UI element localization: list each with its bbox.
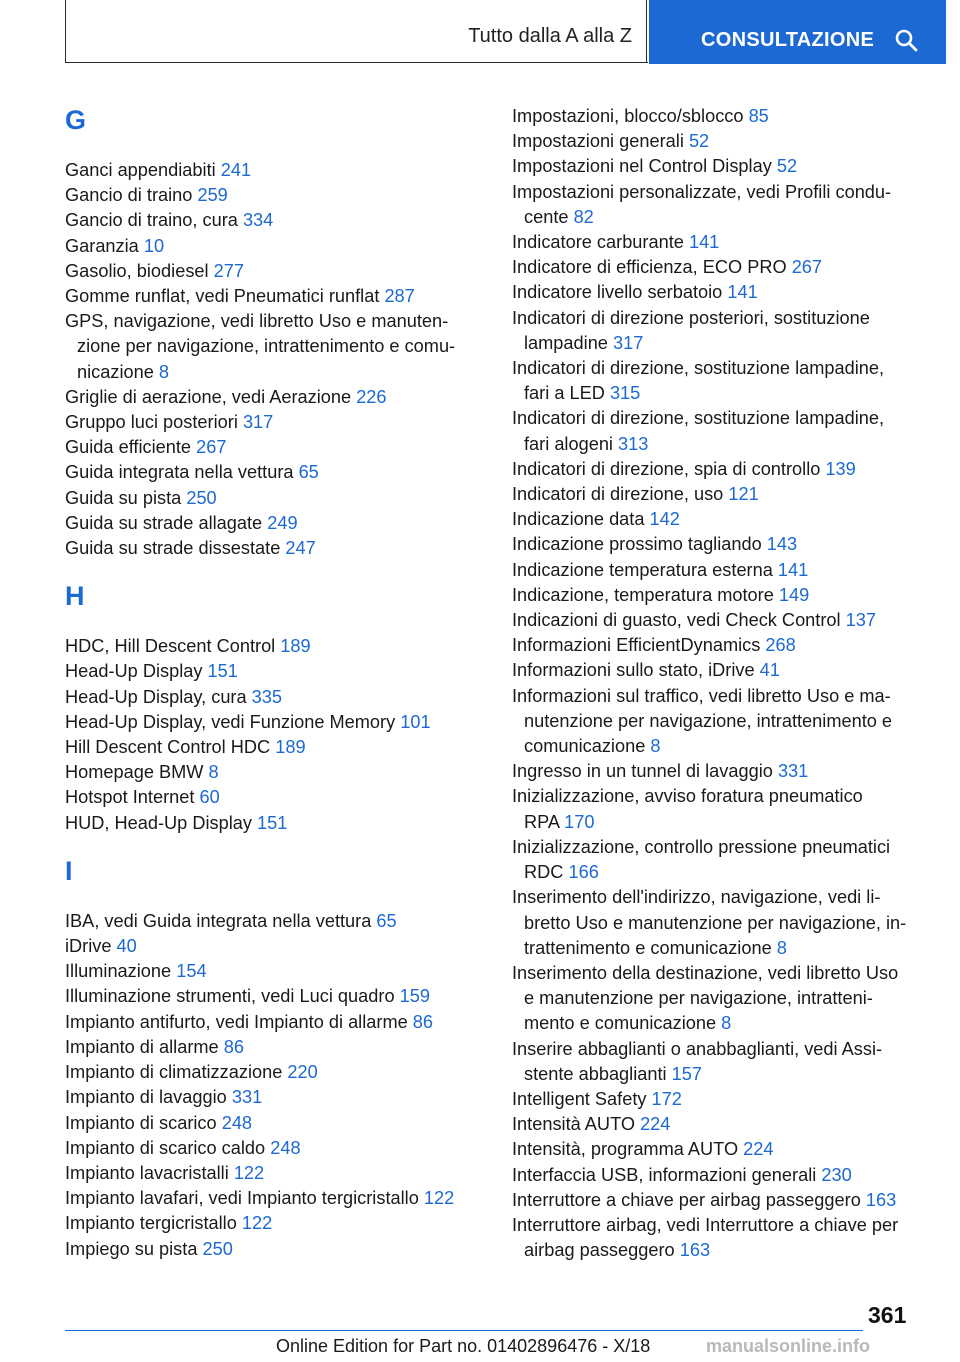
entry-text: Guida su strade dissestate [65, 538, 281, 559]
section-letter: I [65, 855, 73, 886]
page-link[interactable]: 122 [423, 1188, 455, 1209]
page-link[interactable]: 317 [242, 412, 274, 433]
index-entry [512, 255, 932, 280]
page-link[interactable]: 149 [778, 584, 810, 605]
entry-text: HUD, Head-Up Display [65, 812, 252, 833]
index-entry [65, 1136, 485, 1161]
index-entry [512, 507, 932, 532]
index-entry [65, 959, 485, 984]
index-entry [512, 532, 932, 557]
entry-text: Indicatori di direzione posteriori, sostituzione [512, 307, 870, 328]
page-link[interactable]: 8 [776, 937, 787, 958]
entry-text: Indicatori di direzione, sostituzione lampadine, [512, 358, 885, 379]
index-entry [65, 385, 485, 410]
index-column-left [65, 100, 485, 1262]
entry-text: Impianto di climatizzazione [65, 1062, 283, 1083]
page-link[interactable]: 154 [176, 961, 207, 982]
entry-text: Inizializzazione, avviso foratura pneumatico [512, 786, 863, 807]
entry-text: Indicatore livello serbatoio [512, 282, 723, 303]
page-link[interactable]: 189 [275, 737, 306, 758]
entry-text: Indicatori di direzione, spia di controllo [512, 458, 821, 479]
entry-text: Impiego su pista [65, 1238, 198, 1259]
entry-text: Guida integrata nella vettura [65, 462, 294, 483]
page-link[interactable]: 122 [241, 1213, 273, 1234]
index-entry [512, 759, 932, 784]
page-link[interactable]: 331 [777, 761, 809, 782]
index-entry [65, 634, 485, 659]
index-entry [65, 811, 485, 836]
entry-text: Head-Up Display, vedi Funzione Memory [65, 711, 396, 732]
page-link[interactable]: 248 [270, 1137, 301, 1158]
index-entry [65, 460, 485, 485]
index-entry [512, 835, 932, 885]
index-entry [65, 785, 485, 810]
entry-text: GPS, navigazione, vedi libretto Uso e manuten- [65, 311, 449, 332]
page-link[interactable]: 8 [208, 762, 219, 783]
entry-text: Impianto lavafari, vedi Impianto tergicristallo [65, 1188, 419, 1209]
page-link[interactable]: 259 [197, 185, 228, 206]
page-link[interactable]: 122 [233, 1162, 265, 1183]
entry-text: Indicazione prossimo tagliando [512, 534, 762, 555]
index-entry [512, 684, 932, 760]
entry-text: Impostazioni nel Control Display [512, 156, 772, 177]
page-link[interactable]: 8 [158, 361, 170, 382]
index-entry [65, 511, 485, 536]
entry-text: Illuminazione [65, 961, 172, 982]
index-entry [65, 1211, 485, 1236]
index-entry [65, 536, 485, 561]
entry-text: Informazioni sullo stato, iDrive [512, 660, 755, 681]
page-link[interactable]: 331 [231, 1087, 263, 1108]
page-link[interactable]: 334 [242, 210, 274, 231]
page-link[interactable]: 226 [356, 386, 387, 407]
index-entry [512, 406, 932, 456]
entry-text: Impostazioni generali [512, 131, 684, 152]
entry-text: trattenimento e comunicazione [524, 937, 772, 958]
index-entry [512, 482, 932, 507]
page-link[interactable]: 159 [399, 986, 430, 1007]
index-entry [65, 208, 485, 233]
page-link[interactable]: 60 [199, 787, 220, 808]
entry-text: Indicazioni di guasto, vedi Check Control [512, 610, 841, 631]
page-link[interactable]: 268 [765, 635, 796, 656]
index-entry [65, 1237, 485, 1262]
index-entry [65, 284, 485, 309]
entry-text: Gancio di traino, cura [65, 210, 238, 231]
entry-text: nutenzione per navigazione, intrattenimento e [524, 710, 893, 731]
section-letter: G [65, 105, 87, 135]
entry-text: Impianto di allarme [65, 1036, 219, 1057]
entry-text: iDrive [65, 936, 112, 957]
index-entry [512, 1163, 932, 1188]
page-link[interactable]: 86 [412, 1011, 433, 1032]
entry-text: Interruttore a chiave per airbag passeggero [512, 1189, 861, 1210]
page-link[interactable]: 151 [207, 661, 238, 682]
index-entry [65, 259, 485, 284]
tab-consultazione-label: CONSULTAZIONE [701, 29, 875, 51]
entry-text: Guida su strade allagate [65, 512, 263, 533]
index-entry [512, 583, 932, 608]
entry-text: Head-Up Display [65, 661, 203, 682]
header-tabs [65, 0, 946, 64]
entry-text: Interfaccia USB, informazioni generali [512, 1164, 817, 1185]
index-entry [512, 180, 932, 230]
index-entry [65, 1186, 485, 1211]
page-link[interactable]: 277 [213, 260, 244, 281]
page-link[interactable]: 313 [618, 433, 649, 454]
entry-text: Indicatori di direzione, uso [512, 484, 724, 505]
entry-text: Impianto di scarico caldo [65, 1137, 266, 1158]
page-link[interactable]: 121 [728, 484, 759, 505]
entry-text: Griglie di aerazione, vedi Aerazione [65, 386, 352, 407]
index-entry [65, 183, 485, 208]
index-entry [65, 1111, 485, 1136]
page-link[interactable]: 248 [221, 1112, 253, 1133]
entry-text: Impianto antifurto, vedi Impianto di allarme [65, 1011, 408, 1032]
page-link[interactable]: 141 [777, 559, 809, 580]
footer-divider [65, 1330, 863, 1331]
index-entry [512, 1137, 932, 1162]
entry-text: Ganci appendiabiti [65, 160, 216, 180]
entry-text: comunicazione [524, 736, 646, 757]
entry-text: Indicazione data [512, 509, 645, 530]
index-entry [65, 1035, 485, 1060]
entry-text: e manutenzione per navigazione, intratteni- [524, 988, 873, 1009]
entry-text: Intensità AUTO [512, 1114, 635, 1135]
entry-text: bretto Uso e manutenzione per navigazione, in- [524, 912, 907, 933]
page-link[interactable]: 315 [609, 383, 641, 404]
page-link[interactable]: 142 [649, 509, 680, 530]
entry-text: Inserimento dell'indirizzo, navigazione, vedi li- [512, 887, 881, 908]
tab-consultazione[interactable] [649, 0, 946, 64]
entry-text: Illuminazione strumenti, vedi Luci quadro [65, 986, 395, 1007]
entry-text: Interruttore airbag, vedi Interruttore a chiave per [512, 1214, 899, 1235]
page-link[interactable]: 8 [650, 736, 661, 757]
index-entry [512, 230, 932, 255]
entry-text: Indicatori di direzione, sostituzione lampadine, [512, 408, 885, 429]
entry-text: Impianto di lavaggio [65, 1087, 227, 1108]
entry-text: zione per navigazione, intrattenimento e comu- [77, 336, 456, 357]
page-link[interactable]: 139 [825, 458, 856, 479]
index-entry [65, 909, 485, 934]
index-entry [65, 234, 485, 259]
footer-edition: Online Edition for Part no. 01402896476 - X/18 [276, 1336, 651, 1356]
watermark: manualsonline.info [706, 1336, 871, 1356]
index-entry [512, 608, 932, 633]
entry-text: Informazioni EfficientDynamics [512, 635, 761, 656]
index-entry [512, 633, 932, 658]
page-link[interactable]: 141 [727, 282, 758, 303]
page-link[interactable]: 52 [776, 156, 798, 177]
page-link[interactable]: 267 [196, 437, 227, 458]
entry-text: Informazioni sul traffico, vedi libretto Uso e ma- [512, 685, 891, 706]
index-entry [512, 129, 932, 154]
index-entry [512, 1213, 932, 1263]
entry-text: Guida su pista [65, 487, 182, 508]
page-link[interactable]: 151 [257, 812, 288, 833]
entry-text: Hill Descent Control HDC [65, 737, 271, 758]
index-entry [65, 158, 485, 183]
page-link[interactable]: 40 [116, 936, 137, 957]
index-entry [512, 1112, 932, 1137]
page-link[interactable]: 224 [743, 1139, 774, 1160]
index-entry [512, 356, 932, 406]
page-link[interactable]: 241 [220, 160, 252, 180]
page-link[interactable]: 65 [298, 462, 319, 483]
entry-text: Intelligent Safety [512, 1088, 647, 1109]
entry-text: fari a LED [524, 383, 605, 404]
index-entry [512, 658, 932, 683]
index-entry [512, 961, 932, 1037]
entry-text: lampadine [524, 332, 608, 353]
index-entry [65, 685, 485, 710]
index-entry [512, 306, 932, 356]
page-link[interactable]: 224 [640, 1114, 671, 1135]
page-link[interactable]: 163 [679, 1240, 711, 1261]
index-entry [512, 885, 932, 961]
entry-text: Intensità, programma AUTO [512, 1139, 739, 1160]
page-link[interactable]: 172 [651, 1088, 682, 1109]
entry-text: Hotspot Internet [65, 787, 195, 808]
entry-text: Impostazioni personalizzate, vedi Profili condu- [512, 181, 892, 202]
entry-text: Indicatore carburante [512, 232, 684, 253]
index-entry [65, 1010, 485, 1035]
entry-text: Head-Up Display, cura [65, 686, 247, 707]
entry-text: nicazione [77, 361, 154, 382]
entry-text: IBA, vedi Guida integrata nella vettura [65, 910, 372, 931]
index-entry [512, 1188, 932, 1213]
page-number: 361 [868, 1302, 907, 1328]
page-link[interactable]: 8 [721, 1013, 732, 1034]
index-entry [65, 1060, 485, 1085]
entry-text: Indicazione, temperatura motore [512, 584, 774, 605]
page-link[interactable]: 220 [287, 1062, 318, 1083]
entry-text: Ingresso in un tunnel di lavaggio [512, 761, 773, 782]
page-link[interactable]: 250 [202, 1238, 233, 1259]
entry-text: Inserire abbaglianti o anabbaglianti, vedi Assi- [512, 1038, 883, 1059]
entry-text: cente [524, 206, 569, 227]
index-entry [65, 435, 485, 460]
page-link[interactable]: 249 [267, 512, 298, 533]
entry-text: Inserimento della destinazione, vedi libretto Uso [512, 962, 899, 983]
tab-tutto-dalla-a-alla-z[interactable]: Tutto dalla A alla Z [453, 0, 647, 62]
entry-text: RPA [524, 811, 560, 832]
index-entry [65, 710, 485, 735]
index-entry [65, 735, 485, 760]
index-entry [512, 784, 932, 834]
page-link[interactable]: 267 [791, 257, 823, 278]
page-link[interactable]: 335 [251, 686, 283, 707]
index-entry [512, 457, 932, 482]
entry-text: stente abbaglianti [524, 1063, 667, 1084]
page-link[interactable]: 82 [573, 206, 594, 227]
entry-text: Impianto tergicristallo [65, 1213, 237, 1234]
entry-text: Indicazione temperatura esterna [512, 559, 773, 580]
entry-text: Impianto di scarico [65, 1112, 217, 1133]
index-entry [65, 984, 485, 1009]
page-link[interactable]: 157 [671, 1063, 703, 1084]
page-link[interactable]: 287 [384, 286, 415, 307]
index-entry [65, 1161, 485, 1186]
entry-text: fari alogeni [524, 433, 613, 454]
index-entry [512, 1087, 932, 1112]
entry-text: Gasolio, biodiesel [65, 260, 209, 281]
page-link[interactable]: 250 [186, 487, 217, 508]
index-entry [512, 558, 932, 583]
index-column-right [512, 104, 932, 1263]
entry-text: Guida efficiente [65, 437, 192, 458]
entry-text: HDC, Hill Descent Control [65, 636, 276, 657]
index-entry [512, 1037, 932, 1087]
page-link[interactable]: 166 [568, 862, 599, 883]
page-link[interactable]: 143 [766, 534, 798, 555]
page-link[interactable]: 170 [564, 811, 595, 832]
index-entry [65, 410, 485, 435]
search-icon[interactable] [894, 28, 918, 52]
page-link[interactable]: 317 [612, 332, 644, 353]
entry-text: Homepage BMW [65, 762, 204, 783]
entry-text: Impostazioni, blocco/sblocco [512, 106, 744, 126]
entry-text: Impianto lavacristalli [65, 1162, 229, 1183]
entry-text: mento e comunicazione [524, 1013, 717, 1034]
index-entry [65, 309, 485, 385]
index-entry [65, 659, 485, 684]
index-entry [512, 280, 932, 305]
section-letter: H [65, 581, 85, 612]
page-link[interactable]: 137 [845, 610, 876, 631]
page-link[interactable]: 247 [285, 538, 316, 559]
index-entry [512, 104, 932, 129]
entry-text: Gancio di traino [65, 185, 193, 206]
page-link[interactable]: 163 [865, 1189, 897, 1210]
index-entry [512, 154, 932, 179]
index-entry [65, 1085, 485, 1110]
page-link[interactable]: 189 [280, 636, 311, 657]
page-link[interactable]: 101 [400, 711, 431, 732]
index-entry [65, 934, 485, 959]
page-link[interactable]: 86 [223, 1036, 244, 1057]
entry-text: Inizializzazione, controllo pressione pneumatici [512, 836, 891, 857]
entry-text: airbag passeggero [524, 1240, 675, 1261]
entry-text: Gomme runflat, vedi Pneumatici runflat [65, 286, 380, 307]
page-link[interactable]: 141 [688, 232, 720, 253]
page-link[interactable]: 10 [143, 235, 165, 256]
index-entry [65, 486, 485, 511]
entry-text: Garanzia [65, 235, 139, 256]
entry-text: Gruppo luci posteriori [65, 412, 238, 433]
page-link[interactable]: 41 [759, 660, 780, 681]
page-link[interactable]: 52 [688, 131, 710, 152]
page-link[interactable]: 230 [821, 1164, 852, 1185]
page-link[interactable]: 65 [376, 910, 397, 931]
page-link[interactable]: 85 [748, 106, 769, 126]
index-entry [65, 760, 485, 785]
entry-text: RDC [524, 862, 564, 883]
entry-text: Indicatore di efficienza, ECO PRO [512, 257, 787, 278]
